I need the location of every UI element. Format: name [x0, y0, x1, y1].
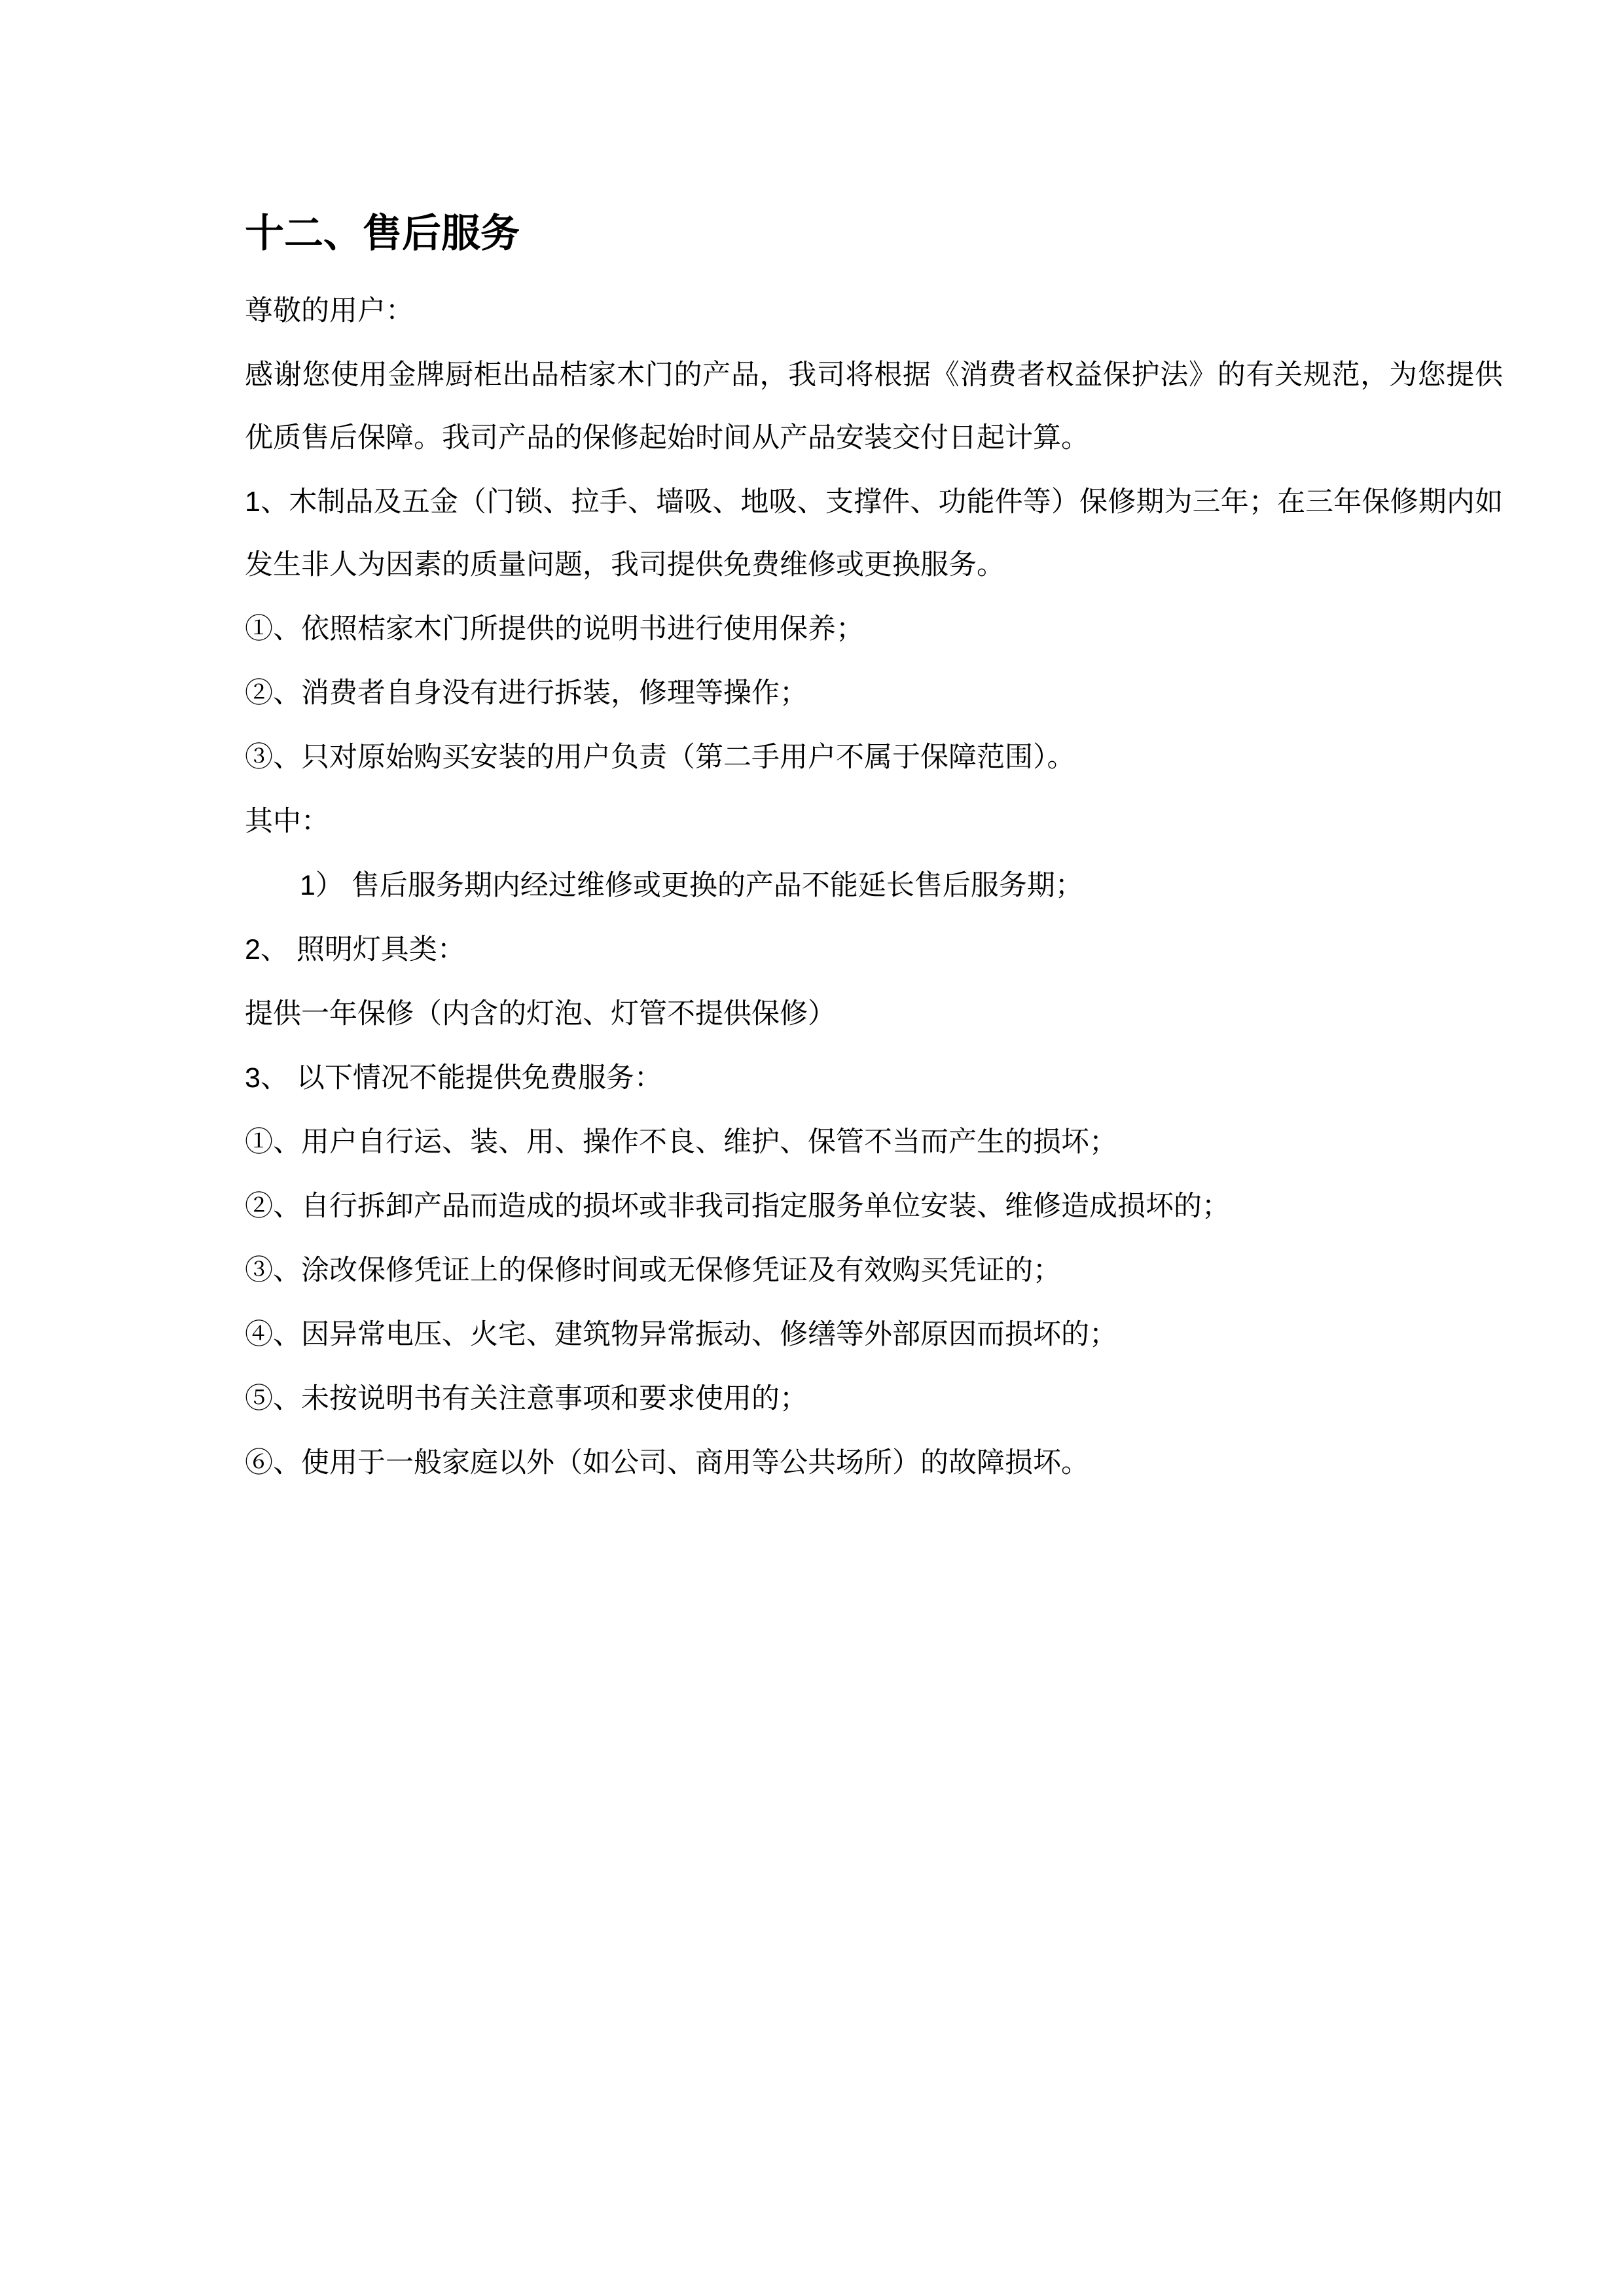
clause-3-header: 3、 以下情况不能提供免费服务：	[245, 1062, 662, 1094]
clause-3-item-3: ③、涂改保修凭证上的保修时间或无保修凭证及有效购买凭证的；	[245, 1255, 1061, 1286]
salutation: 尊敬的用户：	[245, 295, 414, 327]
document-content	[245, 204, 1503, 1496]
clause-1-condition-1: ①、依照桔家木门所提供的说明书进行使用保养；	[245, 613, 864, 645]
clause-1-note-1: 1） 售后服务期内经过维修或更换的产品不能延长售后服务期；	[300, 870, 1083, 901]
clause-1-condition-3: ③、只对原始购买安装的用户负责（第二手用户不属于保障范围）。	[245, 742, 1075, 773]
clause-3-item-2: ②、自行拆卸产品而造成的损坏或非我司指定服务单位安装、维修造成损坏的；	[245, 1191, 1230, 1222]
clause-1-condition-2: ②、消费者自身没有进行拆装，修理等操作；	[245, 677, 808, 709]
clause-3-item-6: ⑥、使用于一般家庭以外（如公司、商用等公共场所）的故障损坏。	[245, 1447, 1089, 1479]
clause-3-item-1: ①、用户自行运、装、用、操作不良、维护、保管不当而产生的损坏；	[245, 1126, 1117, 1158]
intro-paragraph: 感谢您使用金牌厨柜出品桔家木门的产品，我司将根据《消费者权益保护法》的有关规范，为您提供优质售后保障。我司产品的保修起始时间从产品安装交付日起计算。	[245, 359, 1503, 454]
clause-3-item-4: ④、因异常电压、火宅、建筑物异常振动、修缮等外部原因而损坏的；	[245, 1319, 1117, 1350]
section-heading: 十二、售后服务	[245, 211, 520, 255]
clause-3-item-5: ⑤、未按说明书有关注意事项和要求使用的；	[245, 1383, 808, 1414]
clause-2-lighting-header: 2、 照明灯具类：	[245, 934, 465, 965]
among-which-label: 其中：	[245, 806, 329, 837]
clause-2-warranty-detail: 提供一年保修（内含的灯泡、灯管不提供保修）	[245, 998, 836, 1030]
clause-1-wood-hardware-warranty: 1、木制品及五金（门锁、拉手、墙吸、地吸、支撑件、功能件等）保修期为三年；在三年保修期内如发生非人为因素的质量问题，我司提供免费维修或更换服务。	[245, 486, 1503, 581]
